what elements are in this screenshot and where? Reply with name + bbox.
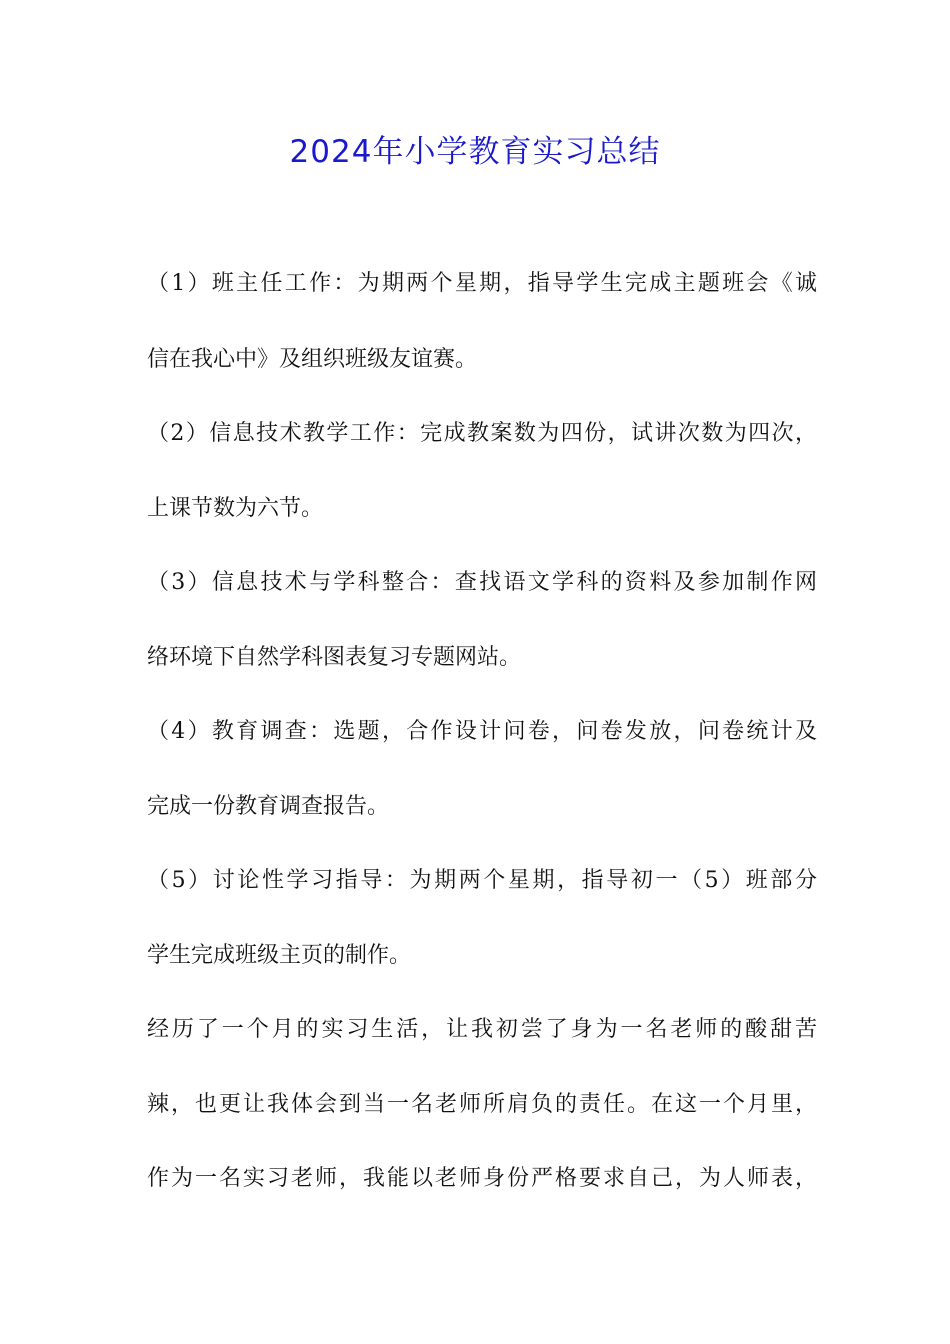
line-text: 学生完成班级主页的制作。 [147,943,412,968]
line-text: 辣，也更让我体会到当一名老师所肩负的责任。在这一个月里， [147,1092,817,1117]
paragraph-line [147,1010,817,1050]
line-text: 信在我心中》及组织班级友谊赛。 [147,347,478,372]
line-text: 经历了一个月的实习生活，让我初尝了身为一名老师的酸甜苦 [147,1017,817,1042]
paragraph-line [147,264,817,304]
paragraph-line [147,638,817,678]
paragraph-line [147,1085,817,1125]
line-text: 作为一名实习老师，我能以老师身份严格要求自己，为人师表， [147,1166,817,1191]
line-text: （5）讨论性学习指导：为期两个星期，指导初一（5）班部分 [147,868,817,893]
paragraph-line [147,563,817,603]
document-title: 2024年小学教育实习总结 [289,134,661,170]
paragraph-line [147,861,817,901]
paragraph-line [147,414,817,454]
paragraph-line [147,489,817,529]
line-text: 上课节数为六节。 [147,496,324,521]
paragraph-line [147,936,817,976]
paragraph-line [147,1159,817,1199]
paragraph-line [147,340,817,380]
paragraph-line [147,787,817,827]
paragraph-line [147,712,817,752]
line-text: （1）班主任工作：为期两个星期，指导学生完成主题班会《诚 [147,271,817,296]
line-text: （4）教育调查：选题，合作设计问卷，问卷发放，问卷统计及 [147,719,817,744]
line-text: 完成一份教育调查报告。 [147,794,390,819]
line-text: 络环境下自然学科图表复习专题网站。 [147,645,522,670]
line-text: （2）信息技术教学工作：完成教案数为四份，试讲次数为四次， [147,421,817,446]
line-text: （3）信息技术与学科整合：查找语文学科的资料及参加制作网 [147,570,817,595]
